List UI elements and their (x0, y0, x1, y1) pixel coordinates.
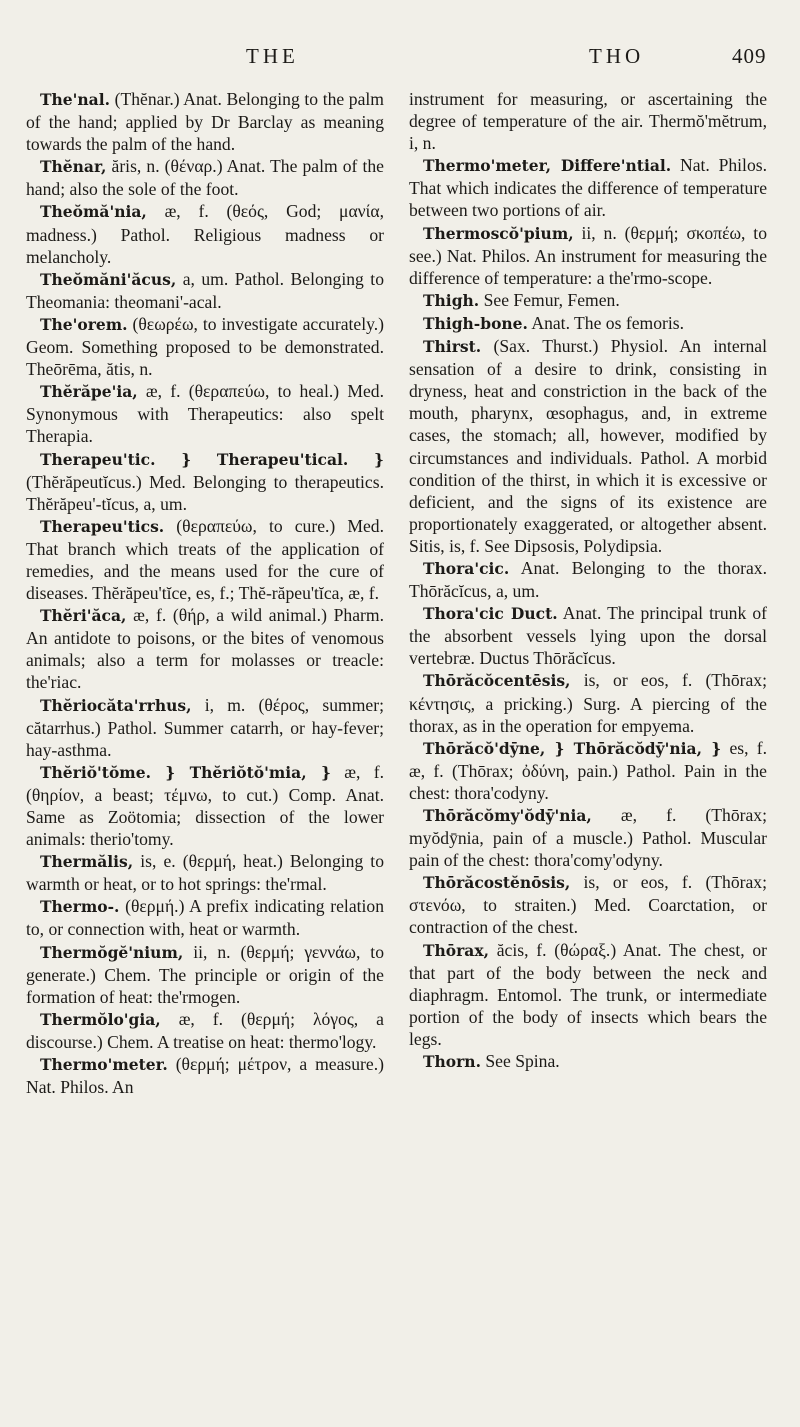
entry-headword: Therapeu'tic. } Therapeu'tical. } (40, 449, 384, 469)
entry-headword: Thĕriocăta'rrhus, (40, 695, 192, 715)
right-column (409, 88, 767, 1073)
entry-headword: Thermo'meter. (40, 1055, 168, 1075)
entry-definition: (θεραπεύω, to cure.) Med. That branch which treats of the application of remedies, and the means used for the cure of diseases. Thĕrăpeu'tĭce, es, f.; Thĕ-răpeu'tĭca, æ, f. (26, 515, 384, 604)
entry-headword: Thermo-. (40, 897, 120, 917)
entry-definition: is, or eos, f. (Thōrax; κέντησις, a pricking.) Surg. A piercing of the thorax, as in the operation for empyema. (409, 670, 767, 736)
entry-headword: Thirst. (423, 337, 482, 357)
page-number: 409 (732, 44, 767, 68)
entry-definition: ăris, n. (θέναρ.) Anat. The palm of the hand; also the sole of the foot. (26, 156, 384, 200)
entry-definition: Anat. The principal trunk of the absorbent vessels lying upon the dorsal vertebræ. Ductus Thōrăcĭcus. (409, 603, 767, 669)
dictionary-entry (409, 289, 767, 312)
dictionary-entry (409, 1050, 767, 1073)
dictionary-entry (26, 694, 384, 761)
entry-definition: See Femur, Femen. (483, 289, 620, 310)
entry-definition: (θεωρέω, to investigate accurately.) Geom. Something proposed to be demonstrated. Theōrēma, ătis, n. (26, 313, 384, 380)
entry-definition: (θερμή.) A prefix indicating relation to, or connection with, heat or warmth. (26, 896, 384, 940)
entry-definition: Nat. Philos. That which indicates the difference of temperature between two portions of air. (409, 155, 767, 221)
entry-headword: Thĕrăpe'ia, (40, 382, 138, 402)
entry-headword: Thĕriŏ'tŏme. } Thĕriŏtŏ'mia, } (40, 762, 331, 782)
header-left-word: THE (246, 44, 299, 68)
entry-definition: (Sax. Thurst.) Physiol. An internal sensation of a desire to drink, consisting in dryness, heat and constriction in the back of the mouth, pharynx, œsophagus, and, in extreme cases, the stomach; all, however, modified by circumstances and individuals. Pathol. A morbid condition of the thirst, in which it is excessive or deficient, and the signs of its existence are proportionately exaggerated, or altogether absent. Sitis, is, f. See Dipsosis, Polydipsia. (409, 336, 767, 556)
entry-definition: æ, f. (θεραπεύω, to heal.) Med. Synonymous with Therapeutics: also spelt Therapia. (26, 381, 384, 447)
dictionary-entry (409, 939, 767, 1050)
entry-headword: Thĕri'ăca, (40, 606, 127, 626)
entry-headword: Thermŏlo'gia, (40, 1009, 161, 1029)
entry-headword: Thermo'meter, Differe'ntial. (423, 156, 672, 176)
dictionary-entry (26, 200, 384, 267)
dictionary-entry (26, 850, 384, 895)
entry-definition: Anat. Belonging to the thorax. Thōrăcĭcus, a, um. (409, 557, 767, 602)
dictionary-entry (409, 804, 767, 871)
dictionary-entry (409, 669, 767, 736)
dictionary-entry (26, 1008, 384, 1053)
entry-definition: a, um. Pathol. Belonging to Theomania: theomani'-acal. (26, 268, 384, 312)
entry-definition: æ, f. (θήρ, a wild animal.) Pharm. An antidote to poisons, or the bites of venomous animals; also a term for molasses or treacle: the'riac. (26, 605, 384, 693)
entry-definition: i, m. (θέρος, summer; cătarrhus.) Pathol. Summer catarrh, or hay-fever; hay-asthma. (26, 694, 384, 760)
entry-headword: Theŏmă'nia, (40, 202, 147, 222)
entry-definition: (Thĕrăpeutĭcus.) Med. Belonging to therapeutics. Thĕrăpeu'-tĭcus, a, um. (26, 471, 384, 514)
entry-definition: See Spina. (485, 1051, 560, 1072)
dictionary-entry (26, 268, 384, 313)
dictionary-entry (26, 88, 384, 155)
dictionary-entry (409, 557, 767, 602)
left-column (26, 88, 384, 1098)
dictionary-entry (26, 941, 384, 1008)
entry-headword: Thōrax, (423, 940, 489, 960)
entry-headword: Thōrăcostĕnōsis, (423, 873, 571, 893)
dictionary-entry (26, 515, 384, 604)
dictionary-entry (26, 895, 384, 940)
entry-definition: es, f. æ, f. (Thōrax; ὀδύνη, pain.) Pathol. Pain in the chest: thora'codyny. (409, 737, 768, 803)
entry-headword: The'orem. (40, 314, 128, 334)
entry-headword: The'nal. (40, 90, 111, 109)
dictionary-entry (26, 604, 384, 693)
dictionary-entry (409, 737, 767, 804)
entry-definition: is, or eos, f. (Thōrax; στενόω, to straiten.) Med. Coarctation, or contraction of the chest. (409, 872, 767, 938)
entry-headword: Thĕnar, (40, 157, 107, 177)
entry-headword: Thigh. (423, 290, 480, 310)
entry-definition: ăcis, f. (θώραξ.) Anat. The chest, or that part of the body between the neck and diaphragm. Entomol. The trunk, or intermediate portion of the body of insects which bears the legs. (409, 939, 768, 1049)
entry-definition: is, e. (θερμή, heat.) Belonging to warmth or heat, or to hot springs: the'rmal. (26, 851, 384, 895)
entry-headword: Thōrăcŏcentēsis, (423, 671, 571, 691)
header-right-word: THO (589, 44, 645, 68)
entry-definition: æ, f. (θερμή; λόγος, a discourse.) Chem. A treatise on heat: thermo'logy. (26, 1008, 384, 1052)
entry-headword: Thigh-bone. (423, 313, 528, 333)
entry-headword: Therapeu'tics. (40, 516, 165, 536)
entry-headword: Thora'cic. (423, 558, 510, 578)
dictionary-entry (409, 312, 767, 335)
dictionary-entry (409, 88, 767, 154)
dictionary-entry (26, 448, 384, 515)
entry-headword: Thorn. (423, 1052, 481, 1072)
entry-definition: (θερμή; μέτρον, a measure.) Nat. Philos. An (26, 1054, 384, 1098)
entry-headword: Thōrăcŏmy'ŏdȳ'nia, (423, 806, 592, 825)
entry-definition: Anat. The os femoris. (531, 312, 684, 333)
entry-headword: Thermoscŏ'pium, (423, 223, 574, 243)
dictionary-entry (409, 154, 767, 221)
entry-definition: æ, f. (Thōrax; myŏdȳnia, pain of a muscle.) Pathol. Muscular pain of the chest: thora'comy'odyny. (409, 805, 767, 871)
entry-headword: Thermŏgĕ'nium, (40, 942, 184, 962)
entry-definition: æ, f. (θεός, God; μανία, madness.) Pathol. Religious madness or melancholy. (26, 201, 384, 267)
entry-definition: æ, f. (θηρίον, a beast; τέμνω, to cut.) Comp. Anat. Same as Zoötomia; dissection of the lower animals: therio'tomy. (26, 761, 384, 850)
dictionary-entry (26, 1053, 384, 1098)
entry-definition: (Thĕnar.) Anat. Belonging to the palm of the hand; applied by Dr Barclay as meaning towards the palm of the hand. (26, 89, 384, 155)
dictionary-entry (26, 313, 384, 380)
running-header (26, 44, 767, 84)
dictionary-entry (26, 761, 384, 850)
entry-definition: instrument for measuring, or ascertaining the degree of temperature of the air. Thermŏ'mĕtrum, i, n. (409, 89, 767, 154)
dictionary-entry (409, 602, 767, 669)
entry-definition: ii, n. (θερμή; γεννάω, to generate.) Chem. The principle or origin of the formation of heat: the'rmogen. (26, 941, 384, 1007)
dictionary-entry (26, 155, 384, 200)
dictionary-entry (409, 871, 767, 938)
dictionary-entry (409, 335, 767, 557)
dictionary-entry (26, 380, 384, 447)
entry-headword: Thora'cic Duct. (423, 604, 558, 624)
entry-headword: Theŏmăni'ăcus, (40, 269, 177, 289)
entry-headword: Thōrăcŏ'dȳne, } Thōrăcŏdȳ'nia, } (423, 738, 722, 758)
entry-headword: Thermălis, (40, 852, 134, 872)
entry-definition: ii, n. (θερμή; σκοπέω, to see.) Nat. Philos. An instrument for measuring the difference of temperature: a the'rmo-scope. (409, 222, 767, 288)
dictionary-entry (409, 222, 767, 289)
